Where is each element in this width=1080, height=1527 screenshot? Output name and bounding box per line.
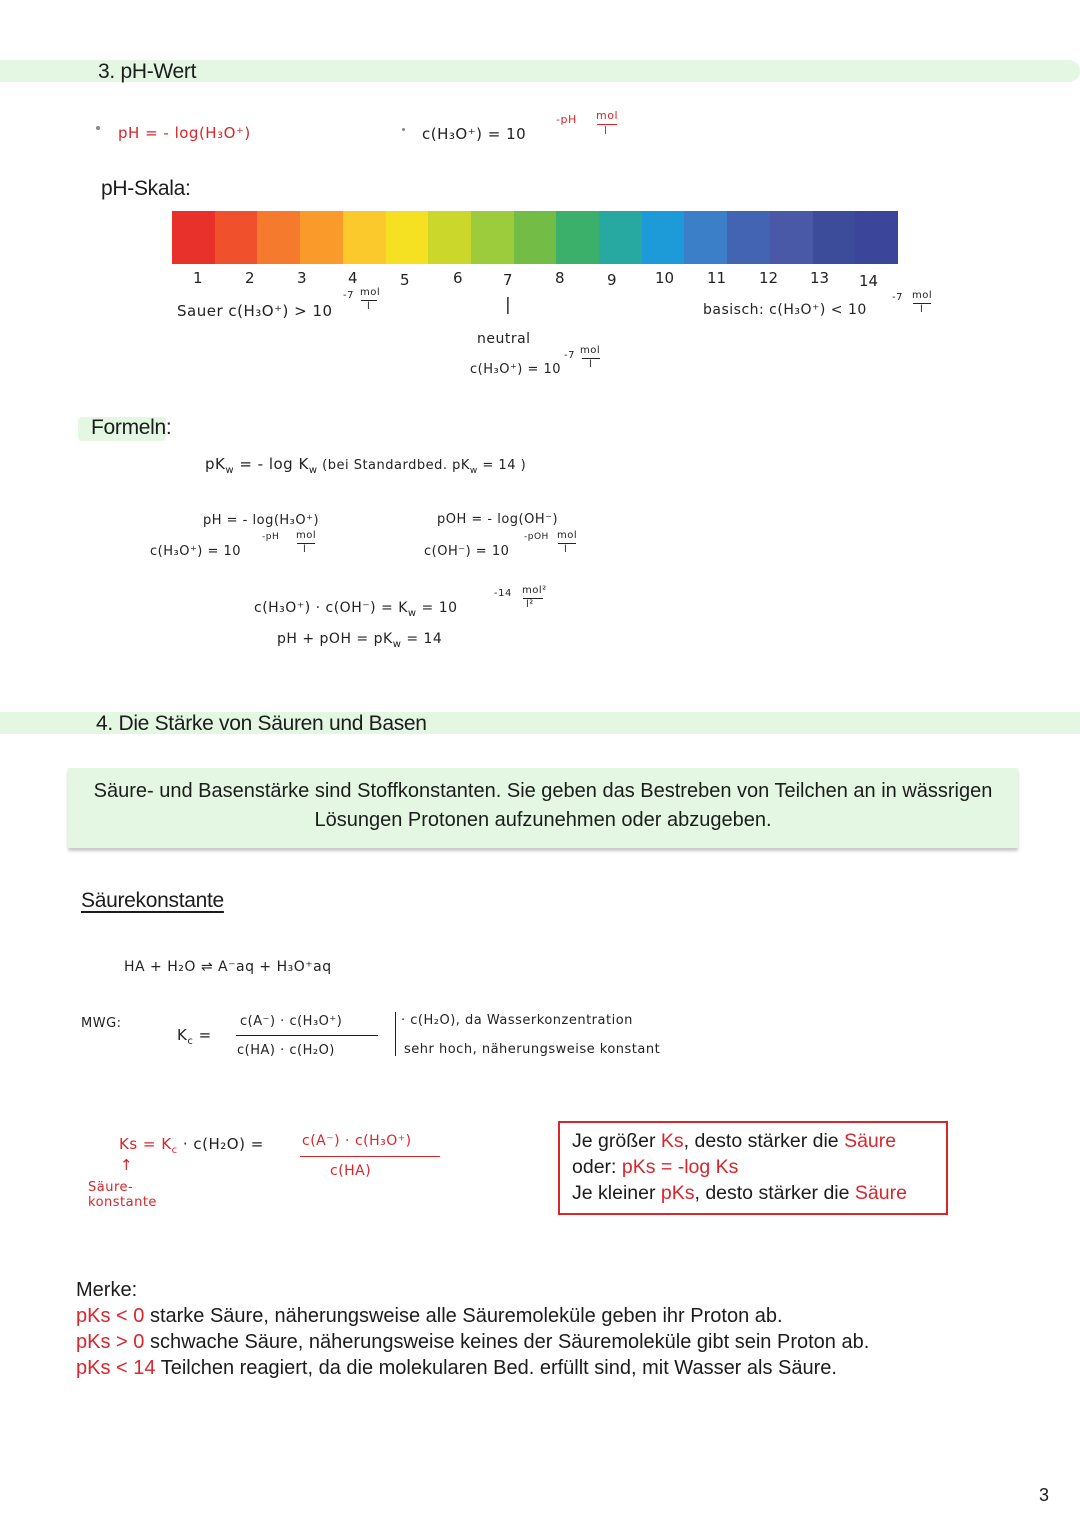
neutral-marker: |	[505, 295, 512, 315]
base-unit-num: mol	[912, 290, 933, 301]
acid-condition: Sauer c(H₃O⁺) > 10	[177, 302, 333, 320]
merke-title: Merke:	[76, 1279, 138, 1301]
ph-scale-segment	[386, 211, 429, 264]
ph-scale-segment	[300, 211, 343, 264]
kc-fraction-line	[236, 1035, 378, 1036]
ph-tick-4: 4	[348, 269, 358, 287]
ph-scale-segment	[343, 211, 386, 264]
concentration-exponent: -pH	[556, 113, 577, 126]
concentration-definition: c(H₃O⁺) = 10	[422, 125, 527, 143]
neutral-exponent: -7	[564, 350, 575, 361]
ks-fraction-line	[300, 1156, 440, 1157]
definition-box	[68, 768, 1018, 848]
ks-caption-2: konstante	[88, 1195, 157, 1210]
acid-strength-box	[558, 1121, 948, 1215]
kw-unit-den: l²	[526, 599, 534, 610]
ph-scale-segment	[514, 211, 557, 264]
ph-scale-segment	[855, 211, 898, 264]
ph-scale-segment	[770, 211, 813, 264]
oh-unit-num: mol	[557, 530, 578, 541]
ph-scale-segment	[813, 211, 856, 264]
ph-scale-segment	[642, 211, 685, 264]
ph-tick-5: 5	[400, 271, 410, 289]
acid-constant-heading: Säurekonstante	[81, 889, 224, 912]
ph-tick-3: 3	[297, 269, 307, 287]
h3o-unit-den: l	[303, 544, 307, 555]
neutral-label: neutral	[477, 331, 531, 347]
ph-scale-bar	[172, 211, 898, 264]
kc-denominator: c(HA) · c(H₂O)	[237, 1043, 335, 1058]
merke-line-3: pKs < 14 Teilchen reagiert, da die molekularen Bed. erfüllt sind, mit Wasser als Säure.	[76, 1357, 837, 1379]
merke-line-1: pKs < 0 starke Säure, näherungsweise alle Säuremoleküle geben ihr Proton ab.	[76, 1305, 783, 1327]
base-unit-den: l	[920, 304, 924, 315]
ph-scale-segment	[172, 211, 215, 264]
bullet-dot-2	[402, 128, 405, 131]
neutral-concentration: c(H₃O⁺) = 10	[470, 362, 562, 377]
ph-tick-6: 6	[453, 269, 463, 287]
poh-formula: pOH = - log(OH⁻)	[437, 512, 559, 527]
ph-tick-9: 9	[607, 271, 617, 289]
ph-tick-11: 11	[707, 269, 727, 287]
merke-line-2: pKs > 0 schwache Säure, näherungsweise keines der Säuremoleküle gibt sein Proton ab.	[76, 1331, 870, 1353]
ph-tick-7: 7	[503, 271, 513, 289]
oh-unit-den: l	[564, 544, 568, 555]
formulas-label: Formeln:	[91, 416, 172, 439]
ph-scale-segment	[727, 211, 770, 264]
h3o-unit-num: mol	[296, 530, 317, 541]
ph-poh-sum: pH + pOH = $pK_w = 14$	[277, 631, 443, 650]
h3o-exponent: -pH	[262, 532, 280, 542]
ph-scale-segment	[556, 211, 599, 264]
box-line-1: Je größer Ks, desto stärker die Säure	[572, 1130, 897, 1152]
ks-denominator: c(HA)	[330, 1163, 372, 1179]
ks-caption-1: Säure-	[88, 1180, 134, 1195]
ph-scale-segment	[599, 211, 642, 264]
merke-block	[76, 1277, 869, 1381]
ion-product-formula: $c(H_3O^+) \cdot c(OH^-) = K_w = 10$	[254, 600, 458, 619]
ph-definition: pH = - log(H₃O⁺)	[118, 124, 251, 142]
ph-scale-label: pH-Skala:	[101, 177, 191, 200]
ph-tick-13: 13	[810, 269, 830, 287]
ph-tick-14: 14	[859, 272, 879, 290]
mwg-label: MWG:	[81, 1016, 122, 1031]
definition-line-1: Säure- und Basenstärke sind Stoffkonstanten. Sie geben das Bestreben von Teilchen an in wässrigen	[93, 780, 993, 802]
concentration-unit-num: mol	[596, 109, 619, 122]
kc-numerator: c(A⁻) · c(H₃O⁺)	[240, 1014, 343, 1029]
kw-unit-num: mol²	[522, 585, 547, 596]
ph-scale-segment	[428, 211, 471, 264]
box-line-2: oder: pKs = -log Ks	[572, 1156, 739, 1178]
ks-numerator: c(A⁻) · c(H₃O⁺)	[302, 1133, 412, 1149]
concentration-unit-den: l	[604, 124, 608, 137]
neutral-unit-num: mol	[580, 345, 601, 356]
h3o-concentration-formula: c(H₃O⁺) = 10	[150, 544, 242, 559]
ph-scale-segment	[471, 211, 514, 264]
ph-formula: pH = - log(H₃O⁺)	[203, 513, 320, 528]
ph-tick-12: 12	[759, 269, 779, 287]
acid-exponent: -7	[343, 290, 354, 301]
neutral-unit-den: l	[589, 359, 593, 370]
section-4-title: 4. Die Stärke von Säuren und Basen	[96, 712, 427, 735]
ph-tick-8: 8	[555, 269, 565, 287]
kc-label: $K_c$ =	[177, 1026, 212, 1047]
kc-divider	[395, 1012, 396, 1056]
ph-scale-segment	[215, 211, 258, 264]
pkw-formula: $pK_w$ = - $\log K_w$ (bei Standardbed. $pK_w = 14$ )	[205, 455, 527, 476]
page-number: 3	[1039, 1485, 1050, 1505]
kc-note-1: · c(H₂O), da Wasserkonzentration	[401, 1013, 633, 1028]
ks-arrow: ↑	[120, 1156, 134, 1174]
ph-tick-10: 10	[655, 269, 675, 287]
kc-note-2: sehr hoch, näherungsweise konstant	[404, 1042, 661, 1057]
ph-scale-segment	[684, 211, 727, 264]
kw-exponent: -14	[494, 588, 512, 599]
base-condition: basisch: c(H₃O⁺) < 10	[703, 302, 867, 318]
oh-exponent: -pOH	[524, 532, 549, 542]
bullet-dot	[96, 126, 100, 130]
acid-unit-den: l	[367, 301, 371, 312]
base-exponent: -7	[892, 292, 903, 303]
ph-scale-segment	[257, 211, 300, 264]
acid-unit-num: mol	[360, 287, 381, 298]
ph-tick-2: 2	[245, 269, 255, 287]
section-3-title: 3. pH-Wert	[98, 60, 197, 83]
box-line-3: Je kleiner pKs, desto stärker die Säure	[572, 1182, 907, 1204]
oh-concentration-formula: c(OH⁻) = 10	[424, 544, 510, 559]
ph-tick-1: 1	[193, 269, 203, 287]
definition-line-2: Lösungen Protonen aufzunehmen oder abzugeben.	[314, 809, 772, 831]
ks-formula: $Ks = K_c \cdot c(H_2O)$ =	[119, 1135, 264, 1156]
reaction-equation: HA + H₂O ⇌ A⁻aq + H₃O⁺aq	[124, 959, 332, 975]
